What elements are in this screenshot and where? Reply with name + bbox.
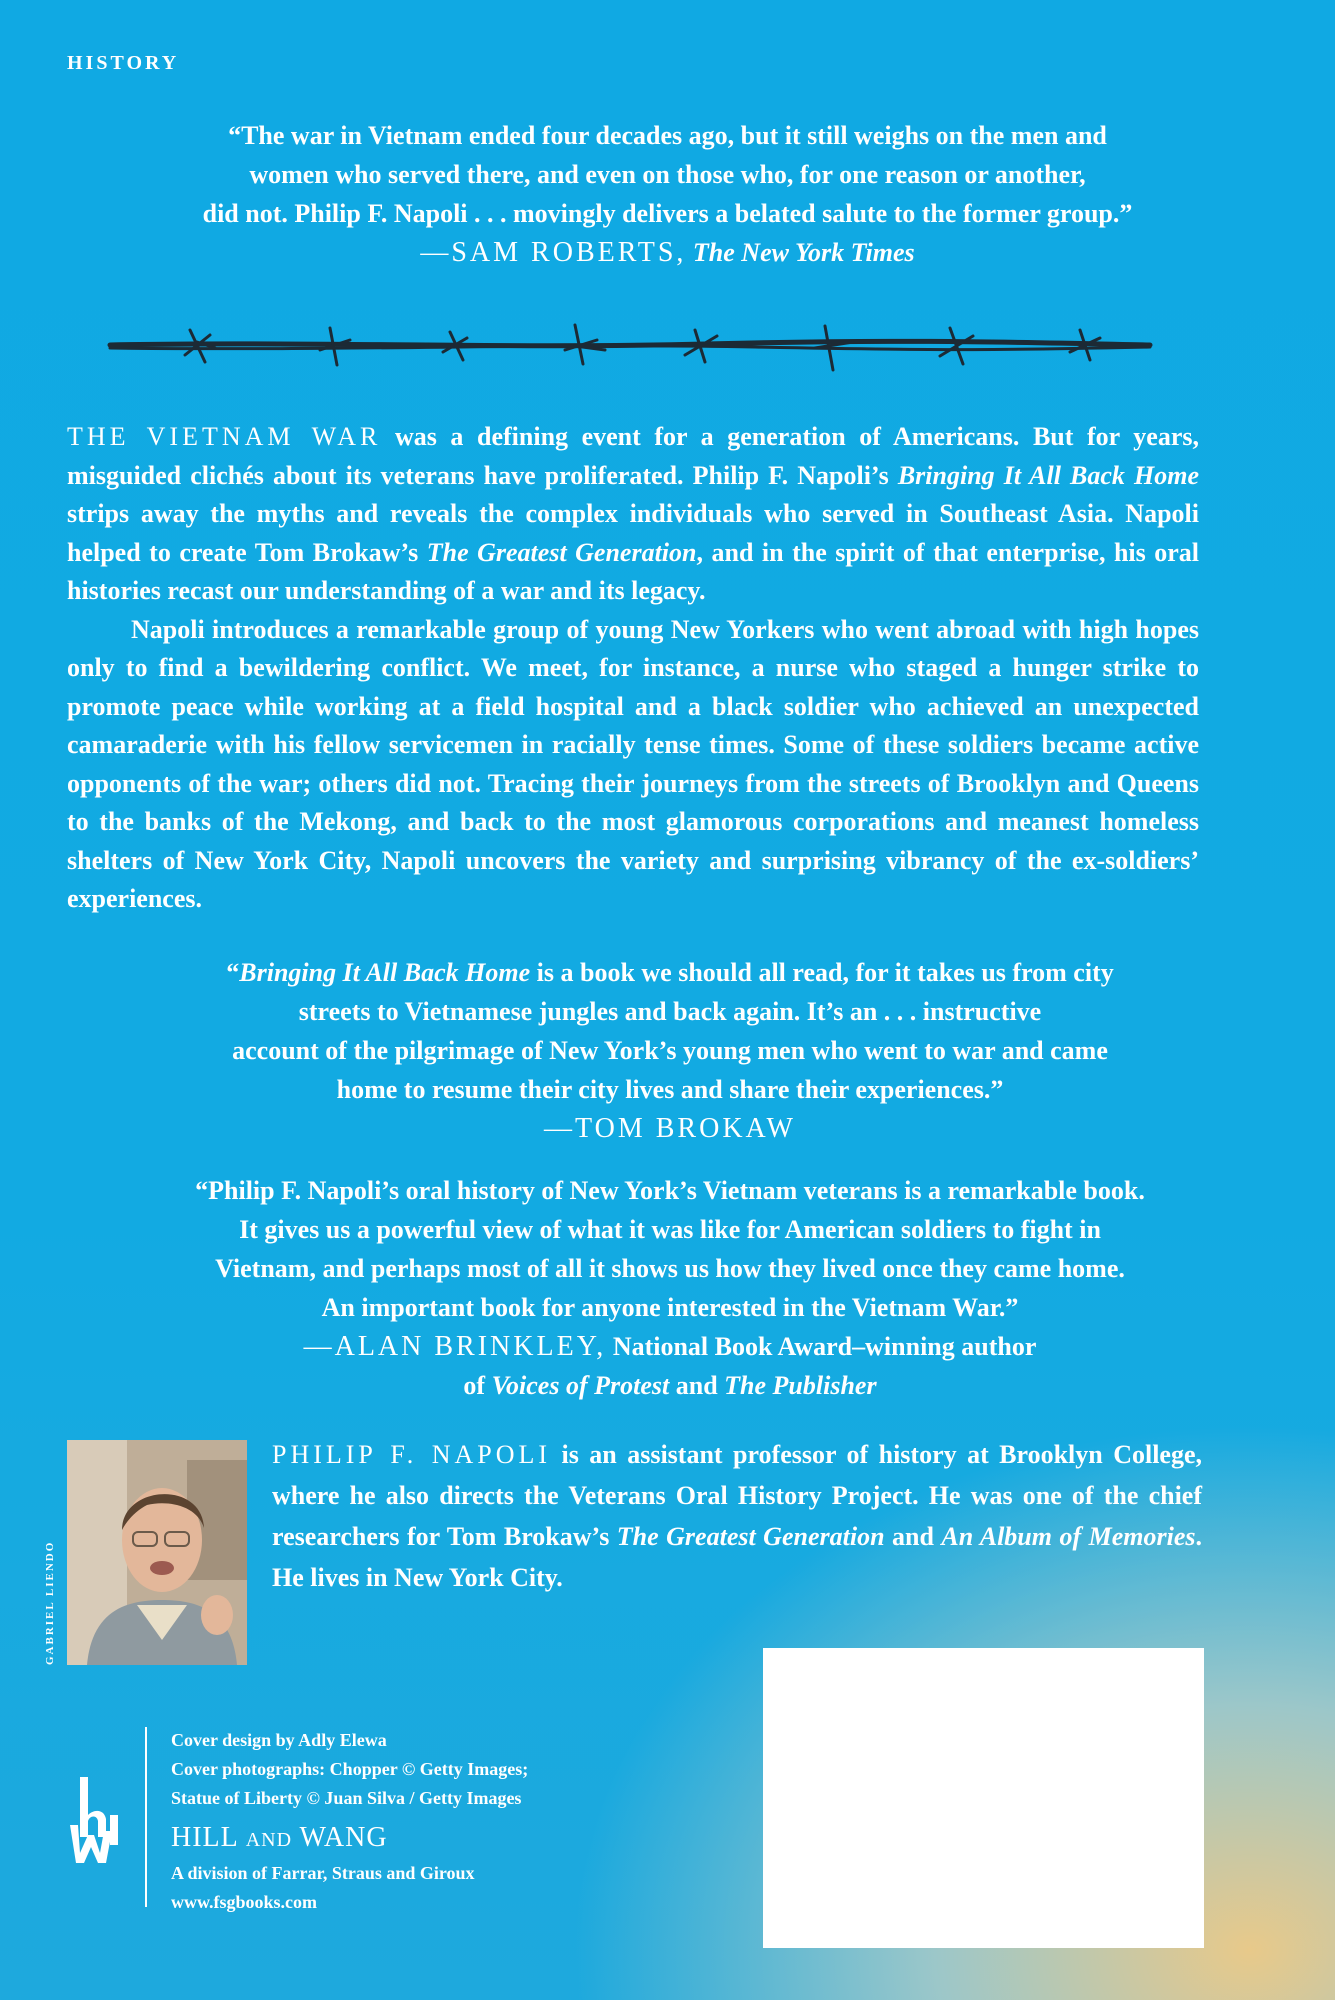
publisher-word: WANG xyxy=(292,1822,388,1853)
quote-text: of xyxy=(463,1371,492,1400)
credits-divider xyxy=(145,1727,147,1907)
quote-line: An important book for anyone interested in the Vietnam War.” xyxy=(321,1293,1019,1322)
quote-attribution xyxy=(140,1109,1200,1148)
quote-line: account of the pilgrimage of New York’s young men who went to war and came xyxy=(232,1036,1108,1065)
description-lead: THE VIETNAM WAR xyxy=(67,422,382,451)
description-text: , and in the spirit of that enterprise, his oral histories recast our understanding of a war and its legacy. xyxy=(67,537,1200,605)
quote-author: —SAM ROBERTS, xyxy=(420,237,687,268)
publisher-division: A division of Farrar, Straus and Giroux xyxy=(171,1863,475,1883)
book-title: The Greatest Generation xyxy=(426,537,697,567)
quote-line: did not. Philip F. Napoli . . . movingly delivers a belated salute to the former group.” xyxy=(202,199,1133,228)
open-quote: “ xyxy=(226,958,240,987)
quote-attribution xyxy=(100,1327,1240,1366)
publisher-word: AND xyxy=(245,1829,293,1851)
quote-author: —ALAN BRINKLEY, xyxy=(303,1331,607,1362)
photo-credit: GABRIEL LIENDO xyxy=(44,1540,56,1665)
author-description: National Book Award–winning author xyxy=(606,1332,1037,1361)
description-paragraph xyxy=(67,418,1199,611)
book-title: The Publisher xyxy=(724,1371,877,1400)
quote-line xyxy=(140,953,1200,992)
publisher-name xyxy=(171,1819,528,1859)
hill-and-wang-logo xyxy=(66,1775,124,1865)
quote-line: It gives us a powerful view of what it was like for American soldiers to fight in xyxy=(239,1215,1101,1244)
publisher-website: www.fsgbooks.com xyxy=(171,1892,318,1912)
quote-sam-roberts xyxy=(100,116,1235,272)
author-portrait xyxy=(67,1440,247,1665)
quote-tom-brokaw xyxy=(140,953,1200,1148)
quote-line: home to resume their city lives and share their experiences.” xyxy=(336,1075,1004,1104)
bio-text: is an assistant professor of history at Brooklyn College, where he also directs the Veterans Oral History Project. He was one of the chief researchers for Tom Brokaw’s xyxy=(272,1440,1202,1551)
cover-photo-credit: Cover photographs: Chopper © Getty Images; xyxy=(171,1759,529,1779)
book-title: The Greatest Generation xyxy=(616,1522,885,1551)
quote-text: is a book we should all read, for it takes us from city xyxy=(530,958,1114,987)
barbed-wire-divider xyxy=(105,320,1155,380)
barcode-area xyxy=(763,1648,1204,1948)
cover-photo-credit: Statue of Liberty © Juan Silva / Getty Images xyxy=(171,1788,522,1808)
book-title: An Album of Memories xyxy=(941,1522,1196,1551)
quote-line: “Philip F. Napoli’s oral history of New York’s Vietnam veterans is a remarkable book. xyxy=(195,1176,1145,1205)
quote-line: Vietnam, and perhaps most of all it shows us how they lived once they came home. xyxy=(215,1254,1125,1283)
book-title: Bringing It All Back Home xyxy=(239,958,531,987)
bio-text: . He lives in New York City. xyxy=(272,1522,1202,1592)
quote-author: —TOM BROKAW xyxy=(544,1113,796,1144)
quote-line: women who served there, and even on those who, for one reason or another, xyxy=(249,160,1086,189)
quote-line: “The war in Vietnam ended four decades ago, but it still weighs on the men and xyxy=(228,121,1107,150)
author-name: PHILIP F. NAPOLI xyxy=(272,1440,552,1469)
description-text: was a defining event for a generation of Americans. But for years, misguided clichés about its veterans have proliferated. Philip F. Napoli’s xyxy=(67,422,1199,490)
description-paragraph: Napoli introduces a remarkable group of young New Yorkers who went abroad with high hopes only to find a bewildering conflict. We meet, for instance, a nurse who staged a hunger strike to promote peace while working at a field hospital and a black soldier who achieved an unexpected camaraderie with his fellow servicemen in racially tense times. Some of these soldiers became active opponents of the war; others did not. Tracing their journeys from the streets of Brooklyn and Queens to the banks of the Mekong, and back to the most glamorous corporations and meanest homeless shelters of New York City, Napoli uncovers the variety and surprising vibrancy of the ex-soldiers’ experiences. xyxy=(67,614,1199,913)
book-title: Bringing It All Back Home xyxy=(897,460,1199,490)
quote-text: and xyxy=(669,1371,725,1400)
author-photo xyxy=(67,1440,247,1665)
quote-line: streets to Vietnamese jungles and back again. It’s an . . . instructive xyxy=(298,997,1042,1026)
bio-text: and xyxy=(884,1522,942,1551)
cover-design-credit: Cover design by Adly Elewa xyxy=(171,1730,387,1750)
author-bio xyxy=(272,1434,1202,1598)
quote-alan-brinkley xyxy=(100,1171,1240,1405)
book-description xyxy=(67,418,1199,919)
category-label: HISTORY xyxy=(67,52,180,74)
publisher-word: HILL xyxy=(171,1822,246,1853)
description-text: strips away the myths and reveals the complex individuals who served in Southeast Asia. Napoli helped to create Tom Brokaw’s xyxy=(67,499,1199,567)
quote-attribution-books xyxy=(100,1366,1240,1405)
cover-credits xyxy=(171,1726,528,1917)
quote-attribution xyxy=(100,233,1235,272)
quote-publication: The New York Times xyxy=(692,238,915,267)
book-title: Voices of Protest xyxy=(491,1371,670,1400)
